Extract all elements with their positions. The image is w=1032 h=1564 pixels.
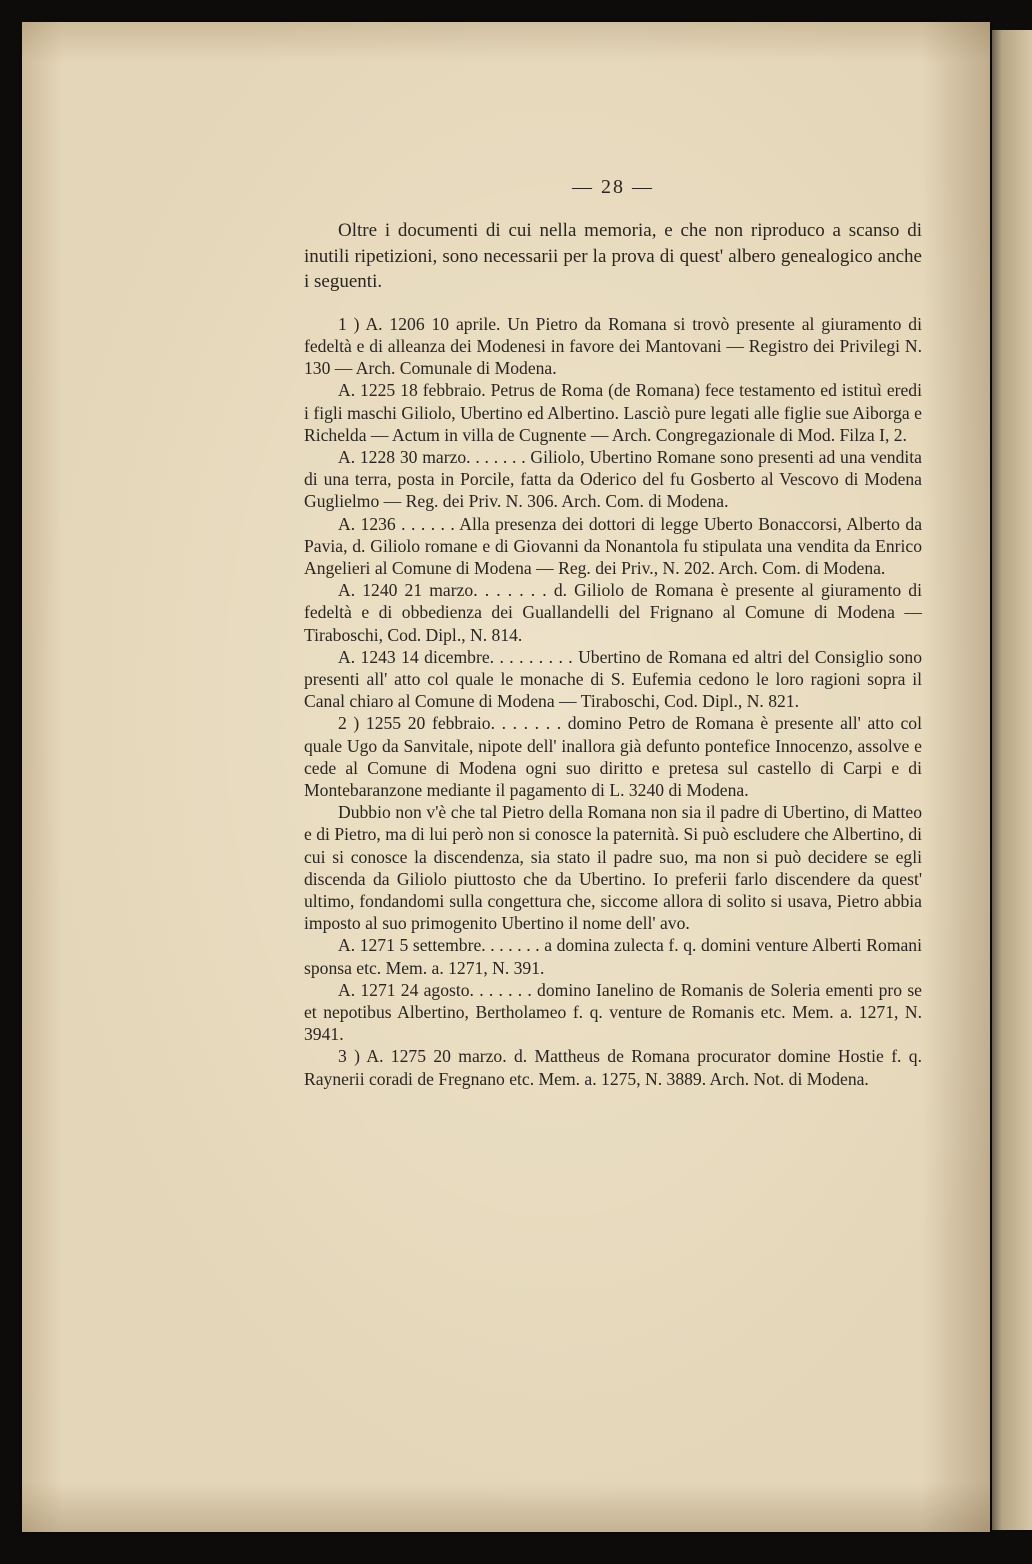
- document-entry: A. 1225 18 febbraio. Petrus de Roma (de Romana) fece testamento ed istituì eredi i figli maschi Giliolo, Ubertino ed Albertino. Lasciò pure legati alle figlie sue Aiborga e Richelda — Actum in villa de Cugnente — Arch. Congregazionale di Mod. Filza I, 2.: [304, 380, 922, 445]
- commentary-paragraph: Dubbio non v'è che tal Pietro della Romana non sia il padre di Ubertino, di Matteo e di Pietro, ma di lui però non si conosce la paternità. Si può escludere che Albertino, di cui si conosce la discendenza, sia stato il padre suo, ma non si può decidere se egli discenda da Giliolo piuttosto che da Ubertino. Io preferii farlo discendere da quest' ultimo, fondandomi sulla congettura che, siccome allora di solito si usava, Pietro abbia imposto al suo primogenito Ubertino il nome dell' avo.: [304, 802, 922, 934]
- document-entry: 2 ) 1255 20 febbraio. . . . . . . domino Petro de Romana è presente all' atto col quale Ugo da Sanvitale, nipote dell' inallora già defunto pontefice Innocenzo, assolve e cede al Comune di Modena ogni suo diritto e pretesa sul castello di Carpi e di Montebaranzone mediante il pagamento di L. 3240 di Modena.: [304, 713, 922, 800]
- page-number: — 28 —: [572, 176, 654, 198]
- document-entry: A. 1271 24 agosto. . . . . . . domino Ianelino de Romanis de Soleria ementi pro se et nepotibus Albertino, Bertholameo f. q. venture de Romanis etc. Mem. a. 1271, N. 3941.: [304, 979, 922, 1045]
- document-entry: 3 ) A. 1275 20 marzo. d. Mattheus de Romana procurator domine Hostie f. q. Raynerii coradi de Fregnano etc. Mem. a. 1275, N. 3889. Arch. Not. di Modena.: [304, 1046, 922, 1089]
- document-entry: A. 1240 21 marzo. . . . . . . d. Giliolo de Romana è presente al giuramento di fedeltà e di obbedienza dei Guallandelli del Frignano al Comune di Modena — Tiraboschi, Cod. Dipl., N. 814.: [304, 580, 922, 645]
- intro-paragraph: Oltre i documenti di cui nella memoria, e che non riproduco a scanso di inutili ripetizioni, sono necessarii per la prova di quest' albero genealogico anche i seguenti.: [304, 220, 922, 293]
- document-entry: A. 1243 14 dicembre. . . . . . . . . Ubertino de Romana ed altri del Consiglio sono presenti all' atto col quale le monache di S. Eufemia cedono le loro ragioni sopra il Canal chiaro al Comune di Modena — Tiraboschi, Cod. Dipl., N. 821.: [304, 646, 922, 712]
- document-entry: A. 1271 5 settembre. . . . . . . a domina zulecta f. q. domini venture Alberti Romani sponsa etc. Mem. a. 1271, N. 391.: [304, 935, 922, 978]
- page-text: [304, 176, 922, 1090]
- document-entry: A. 1228 30 marzo. . . . . . . Giliolo, Ubertino Romane sono presenti ad una vendita di una terra, posta in Porcile, fatta da Oderico del fu Gosberto al Vescovo di Modena Guglielmo — Reg. dei Priv. N. 306. Arch. Com. di Modena.: [304, 446, 922, 512]
- document-entry: 1 ) A. 1206 10 aprile. Un Pietro da Romana si trovò presente al giuramento di fedeltà e di alleanza dei Modenesi in favore dei Mantovani — Registro dei Privilegi N. 130 — Arch. Comunale di Modena.: [304, 313, 922, 379]
- adjacent-page-edge: [992, 30, 1032, 1530]
- document-entry: A. 1236 . . . . . . Alla presenza dei dottori di legge Uberto Bonaccorsi, Alberto da Pavia, d. Giliolo romane e di Giovanni da Nonantola fu stipulata una vendita da Enrico Angelieri al Comune di Modena — Reg. dei Priv., N. 202. Arch. Com. di Modena.: [304, 513, 922, 578]
